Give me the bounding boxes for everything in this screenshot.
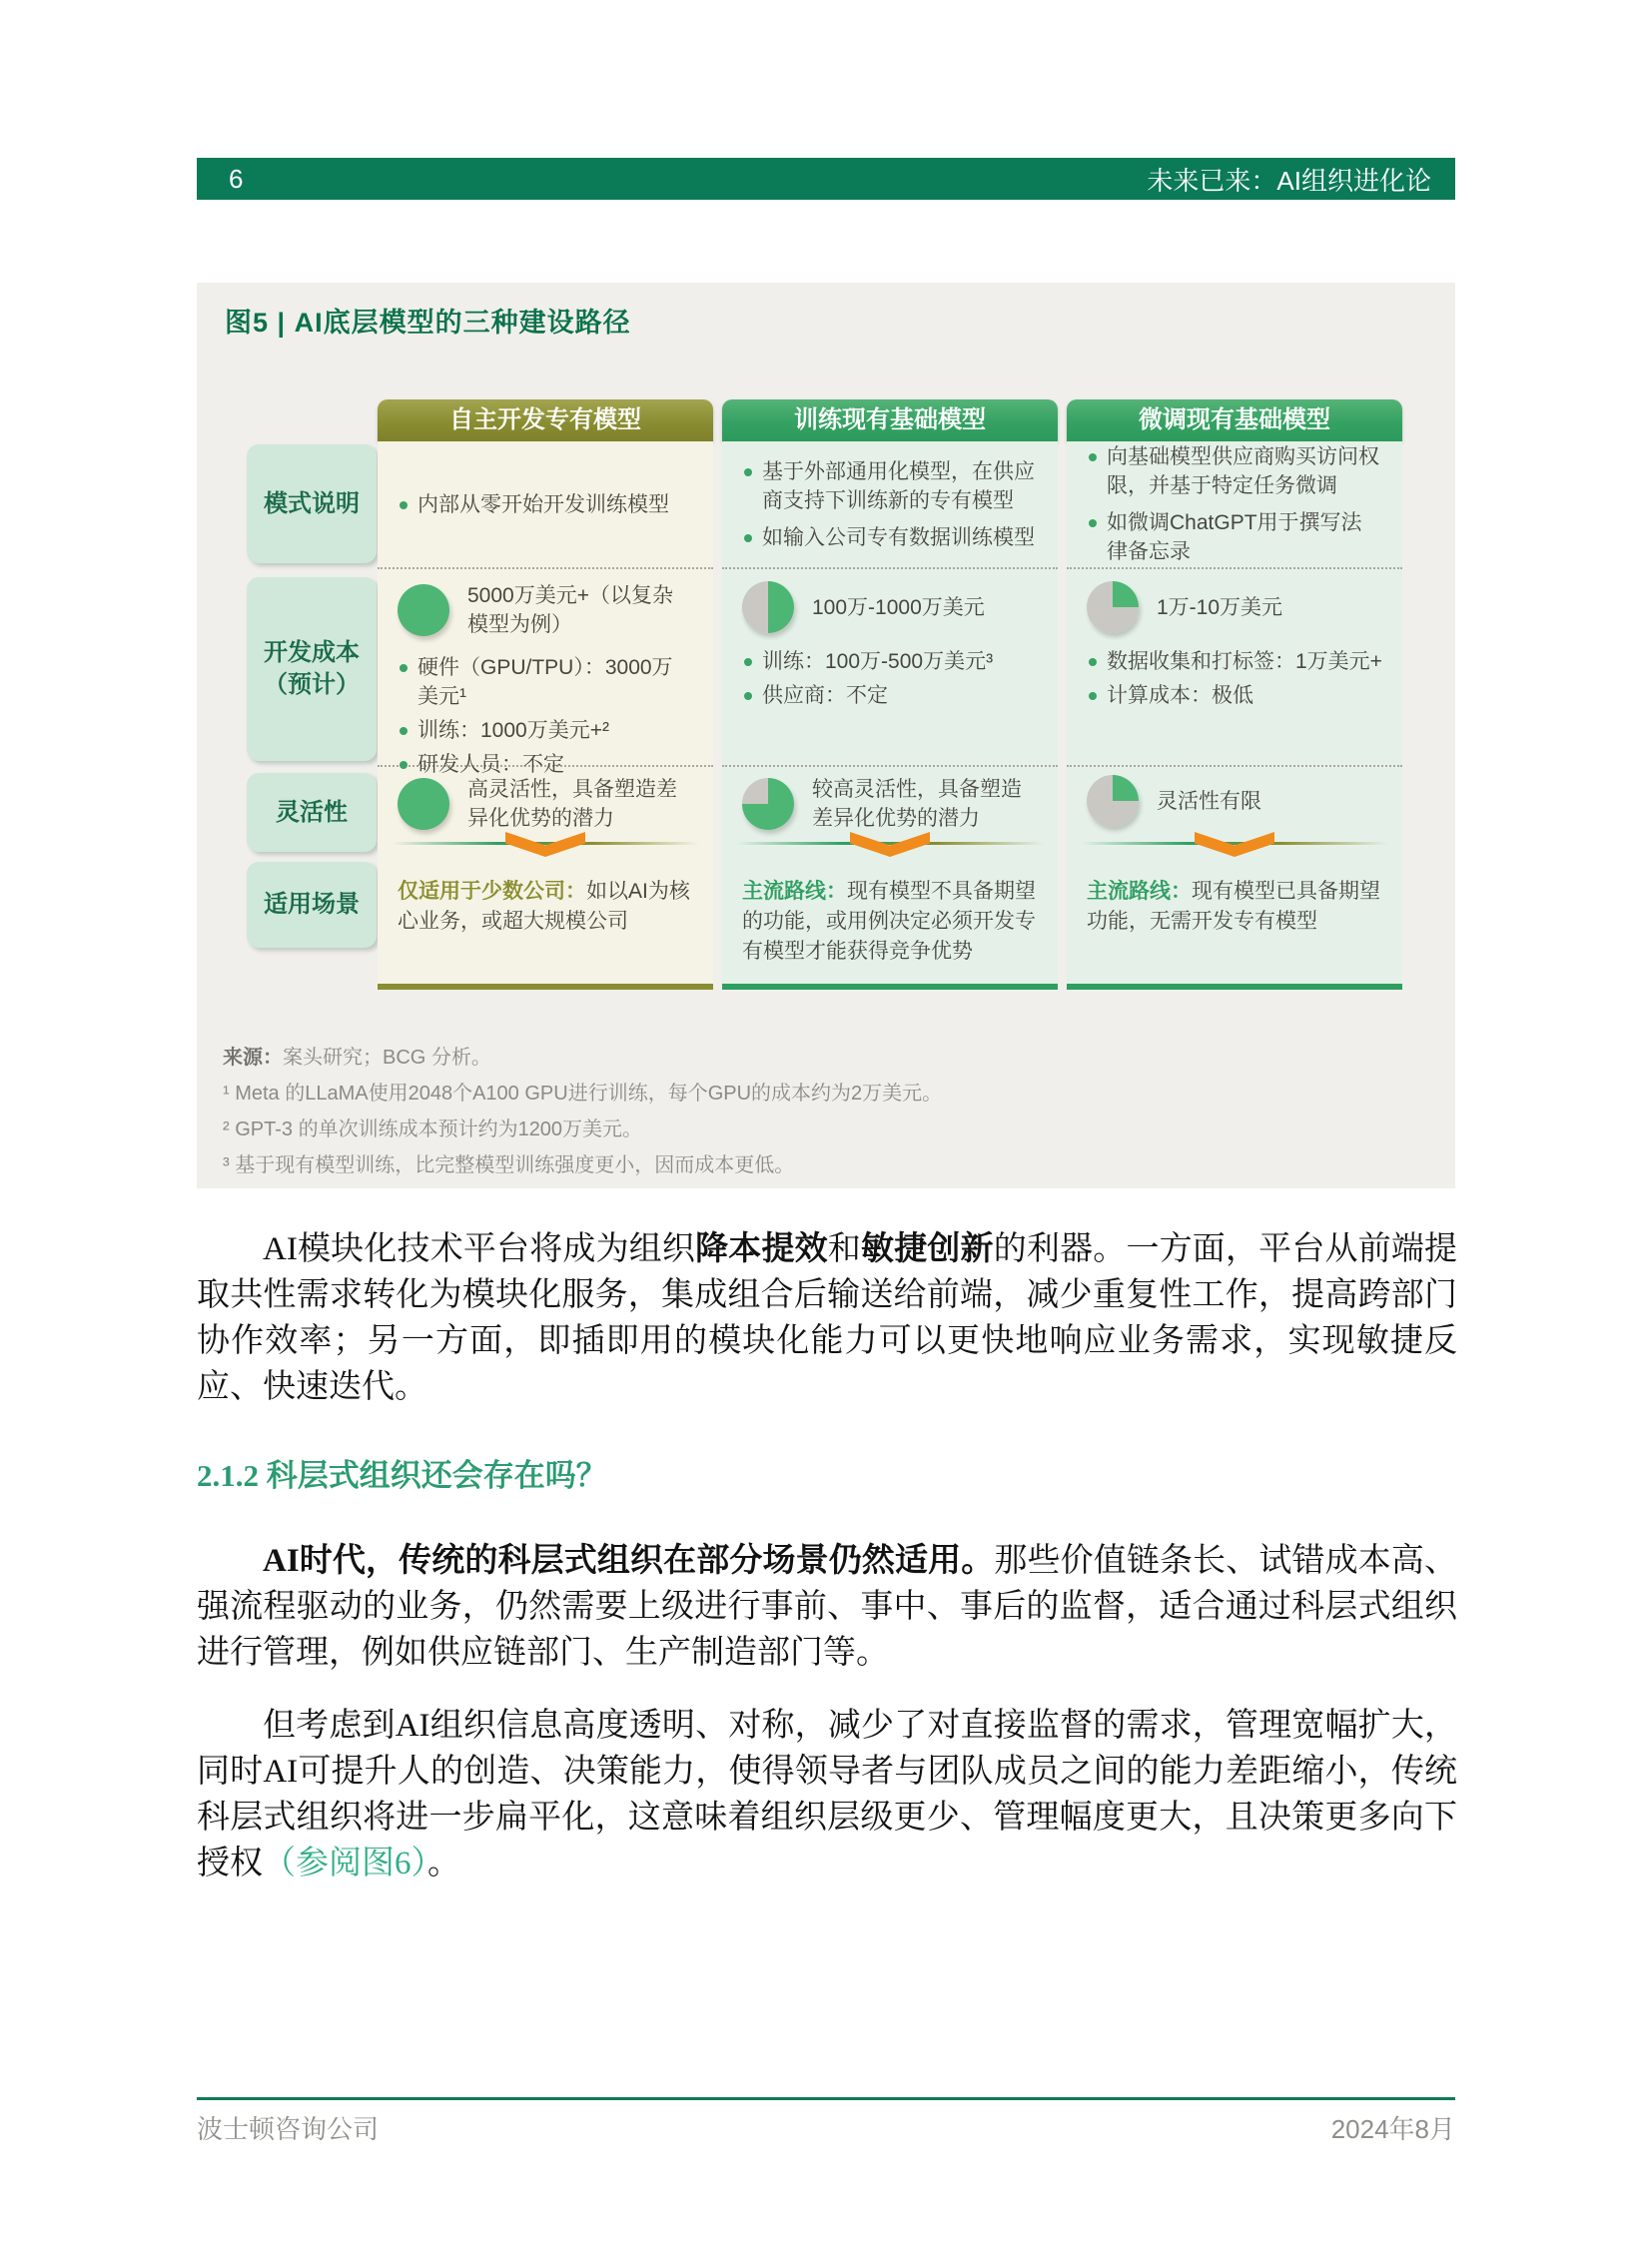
mode-bullet [742, 523, 1038, 552]
page-number: 6 [229, 163, 244, 194]
scenario-lead: 主流路线： [742, 880, 847, 903]
figure-footnote: ² GPT-3 的单次训练成本预计约为1200万美元。 [223, 1119, 643, 1140]
cost-bullet [1087, 681, 1382, 710]
flexibility-text: 高灵活性，具备塑造差异化优势的潜力 [467, 778, 677, 830]
paragraph-hierarchy-apply [197, 1538, 1457, 1676]
source-text: 案头研究；BCG 分析。 [283, 1047, 491, 1069]
flexibility-pie-chart [398, 778, 449, 830]
bullet-text: 如输入公司专有数据训练模型 [762, 525, 1035, 549]
scenario-text-block [398, 877, 693, 937]
flex-pie-row [742, 775, 1038, 833]
mode-bullet [1087, 442, 1382, 500]
cell-flexibility [722, 767, 1058, 861]
mode-bullet [398, 490, 693, 519]
top-bar [197, 158, 1455, 200]
figure-5 [197, 283, 1455, 1188]
column-header-self-develop: 自主开发专有模型 [378, 399, 713, 441]
row-label-text: 开发成本 [264, 639, 360, 666]
bullet-text: 内部从零开始开发训练模型 [417, 492, 669, 516]
cell-mode [1067, 441, 1402, 569]
divider-line [1081, 842, 1388, 845]
cost-headline: 5000万美元+（以复杂模型为例） [467, 584, 673, 636]
cell-flexibility [1067, 767, 1402, 861]
cell-scenario [722, 861, 1058, 984]
bullet-text: 训练：1000万美元+² [417, 719, 609, 742]
row-label-text: 模式说明 [264, 489, 360, 517]
footer [197, 2109, 1455, 2146]
cost-pie-chart [742, 581, 794, 633]
flexibility-pie-chart [1087, 775, 1139, 827]
row-label-flexibility [247, 773, 377, 852]
figure-source [223, 1040, 1429, 1076]
scenario-text-block [742, 877, 1038, 967]
cost-pie-row [398, 581, 693, 639]
row-label-scenario [247, 862, 377, 948]
row-label-mode [247, 444, 377, 563]
bullet-text: 训练：100万-500万美元³ [762, 650, 994, 673]
cost-bullet [398, 653, 693, 711]
bullet-text: 供应商：不定 [762, 684, 888, 707]
cost-bullet [398, 716, 693, 745]
cost-pie-chart [1087, 581, 1139, 633]
column-body-self-develop [378, 441, 713, 990]
scenario-lead: 主流路线： [1087, 880, 1192, 903]
bullet-text: 硬件（GPU/TPU）：3000万美元¹ [417, 656, 673, 708]
figure-reference-link: （参阅图6） [263, 1846, 427, 1881]
column-header-finetune-existing: 微调现有基础模型 [1067, 399, 1402, 441]
divider-line [736, 842, 1044, 845]
mode-bullet [742, 457, 1038, 515]
section-divider [736, 831, 1044, 857]
paragraph-text: 但考虑到AI组织信息高度透明、对称，减少了对直接监督的需求，管理宽幅扩大，同时AI可提升人的创造、决策能力，使得领导者与团队成员之间的能力差距缩小，传统科层式组织将进一步扁平化，这意味着组织层级更少、管理幅度更大，且决策更多向下授权 [197, 1708, 1457, 1881]
paragraph-bold: AI时代，传统的科层式组织在部分场景仍然适用。 [263, 1543, 995, 1579]
paragraph-platform [197, 1226, 1457, 1410]
bullet-text: 如微调ChatGPT用于撰写法律备忘录 [1107, 511, 1362, 563]
scenario-text: 现有模型已具备期望功能，无需开发专有模型 [1087, 880, 1380, 933]
cost-headline: 100万-1000万美元 [812, 595, 985, 619]
cell-scenario [1067, 861, 1402, 984]
flex-pie-row [398, 775, 693, 833]
figure-footnote: ¹ Meta 的LLaMA使用2048个A100 GPU进行训练，每个GPU的成本约为2万美元。 [223, 1083, 943, 1105]
cost-bullet [1087, 647, 1382, 676]
paragraph-bold: 敏捷创新 [861, 1231, 994, 1267]
column-body-train-existing [722, 441, 1058, 990]
cell-mode [722, 441, 1058, 569]
figure-footnote: ³ 基于现有模型训练，比完整模型训练强度更小，因而成本更低。 [223, 1154, 795, 1176]
bullet-text: 基于外部通用化模型，在供应商支持下训练新的专有模型 [762, 459, 1035, 512]
cost-pie-row [1087, 581, 1382, 633]
footer-rule [197, 2097, 1455, 2100]
flexibility-pie-chart [742, 778, 794, 830]
cost-bullet [742, 681, 1038, 710]
source-label: 来源： [223, 1047, 283, 1069]
cell-scenario [378, 861, 713, 984]
cost-pie-row [742, 581, 1038, 633]
scenario-text-block [1087, 877, 1382, 937]
paragraph-text: 的利器。一方面，平台从前端提取共性需求转化为模块化服务，集成组合后输送给前端，减少重复性工作，提高跨部门协作效率；另一方面，即插即用的模块化能力可以更快地响应业务需求，实现敏捷反应、快速迭代。 [197, 1231, 1458, 1405]
section-heading-212: 2.1.2 科层式组织还会存在吗？ [197, 1458, 607, 1493]
cell-mode [378, 441, 713, 569]
bullet-text: 数据收集和打标签：1万美元+ [1107, 650, 1382, 673]
cell-cost [1067, 569, 1402, 767]
flexibility-text: 灵活性有限 [1157, 789, 1261, 813]
bullet-text: 计算成本：极低 [1107, 684, 1253, 707]
column-body-finetune-existing [1067, 441, 1402, 990]
cost-bullet [742, 647, 1038, 676]
cell-cost [722, 569, 1058, 767]
flexibility-text: 较高灵活性，具备塑造差异化优势的潜力 [812, 778, 1022, 830]
document-title: 未来已来：AI组织进化论 [1147, 165, 1431, 196]
cost-pie-chart [398, 584, 449, 636]
figure-footnotes [223, 1040, 1429, 1183]
paragraph-flattening [197, 1703, 1457, 1886]
scenario-text: 如以AI为核心业务，或超大规模公司 [398, 880, 690, 933]
row-label-text: （预计） [264, 671, 360, 698]
scenario-text: 现有模型不具备期望的功能，或用例决定必须开发专有模型才能获得竞争优势 [742, 880, 1036, 963]
paragraph-bold: 降本提效 [695, 1231, 828, 1267]
paragraph-text: 那些价值链条长、试错成本高、强流程驱动的业务，仍然需要上级进行事前、事中、事后的监督，适合通过科层式组织进行管理，例如供应链部门、生产制造部门等。 [197, 1543, 1457, 1671]
paragraph-text: AI模块化技术平台将成为组织 [263, 1231, 696, 1267]
flex-pie-row [1087, 775, 1382, 827]
section-divider [1081, 831, 1388, 857]
scenario-lead: 仅适用于少数公司： [398, 880, 586, 903]
cost-headline: 1万-10万美元 [1157, 595, 1283, 619]
row-label-text: 适用场景 [264, 891, 360, 918]
column-header-train-existing: 训练现有基础模型 [722, 399, 1058, 441]
row-label-text: 灵活性 [276, 798, 348, 826]
mode-bullet [1087, 508, 1382, 566]
bullet-text: 向基础模型供应商购买访问权限，并基于特定任务微调 [1107, 445, 1379, 497]
footer-company: 波士顿咨询公司 [197, 2114, 380, 2144]
cell-cost [378, 569, 713, 776]
row-label-cost [247, 577, 377, 761]
footer-date: 2024年8月 [1330, 2114, 1455, 2144]
paragraph-text: 。 [427, 1846, 460, 1881]
cell-flexibility [378, 767, 713, 861]
paragraph-text: 和 [827, 1231, 862, 1267]
section-divider [392, 831, 699, 857]
bullet-text: 研发人员：不定 [417, 753, 564, 776]
figure-title: 图5 | AI底层模型的三种建设路径 [225, 308, 631, 338]
divider-line [392, 842, 699, 845]
